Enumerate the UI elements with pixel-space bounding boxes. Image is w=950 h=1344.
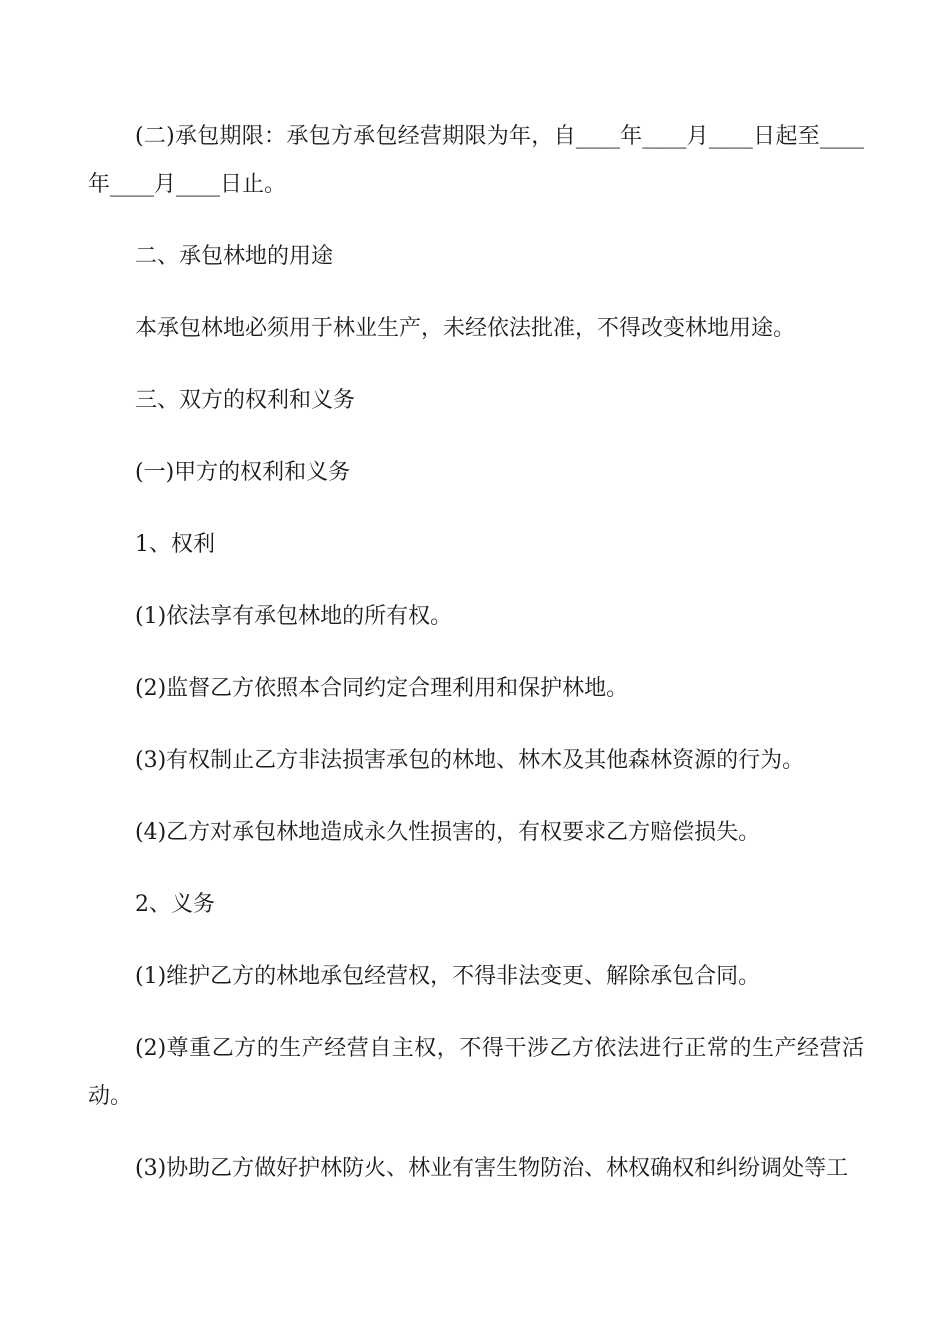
right-item-3: (3)有权制止乙方非法损害承包的林地、林木及其他森林资源的行为。 <box>135 748 805 773</box>
right-item-1: (1)依法享有承包林地的所有权。 <box>135 604 453 629</box>
right-item-2: (2)监督乙方依照本合同约定合理利用和保护林地。 <box>135 676 629 701</box>
section-heading-land-use: 二、承包林地的用途 <box>135 244 334 269</box>
land-use-paragraph: 本承包林地必须用于林业生产，未经依法批准，不得改变林地用途。 <box>135 316 796 341</box>
obligation-item-3: (3)协助乙方做好护林防火、林业有害生物防治、林权确权和纠纷调处等工 <box>135 1156 849 1181</box>
subsection-heading-party-a: (一)甲方的权利和义务 <box>135 460 351 485</box>
item-heading-rights: 1、权利 <box>135 532 215 557</box>
contract-term-paragraph: (二)承包期限：承包方承包经营期限为年，自____年____月____日起至____年____月____日止。 <box>88 124 864 197</box>
item-heading-obligations: 2、义务 <box>135 892 215 917</box>
right-item-4: (4)乙方对承包林地造成永久性损害的，有权要求乙方赔偿损失。 <box>135 820 761 845</box>
obligation-item-2: (2)尊重乙方的生产经营自主权，不得干涉乙方依法进行正常的生产经营活动。 <box>88 1036 864 1109</box>
section-heading-rights-obligations: 三、双方的权利和义务 <box>135 388 356 413</box>
obligation-item-1: (1)维护乙方的林地承包经营权，不得非法变更、解除承包合同。 <box>135 964 761 989</box>
